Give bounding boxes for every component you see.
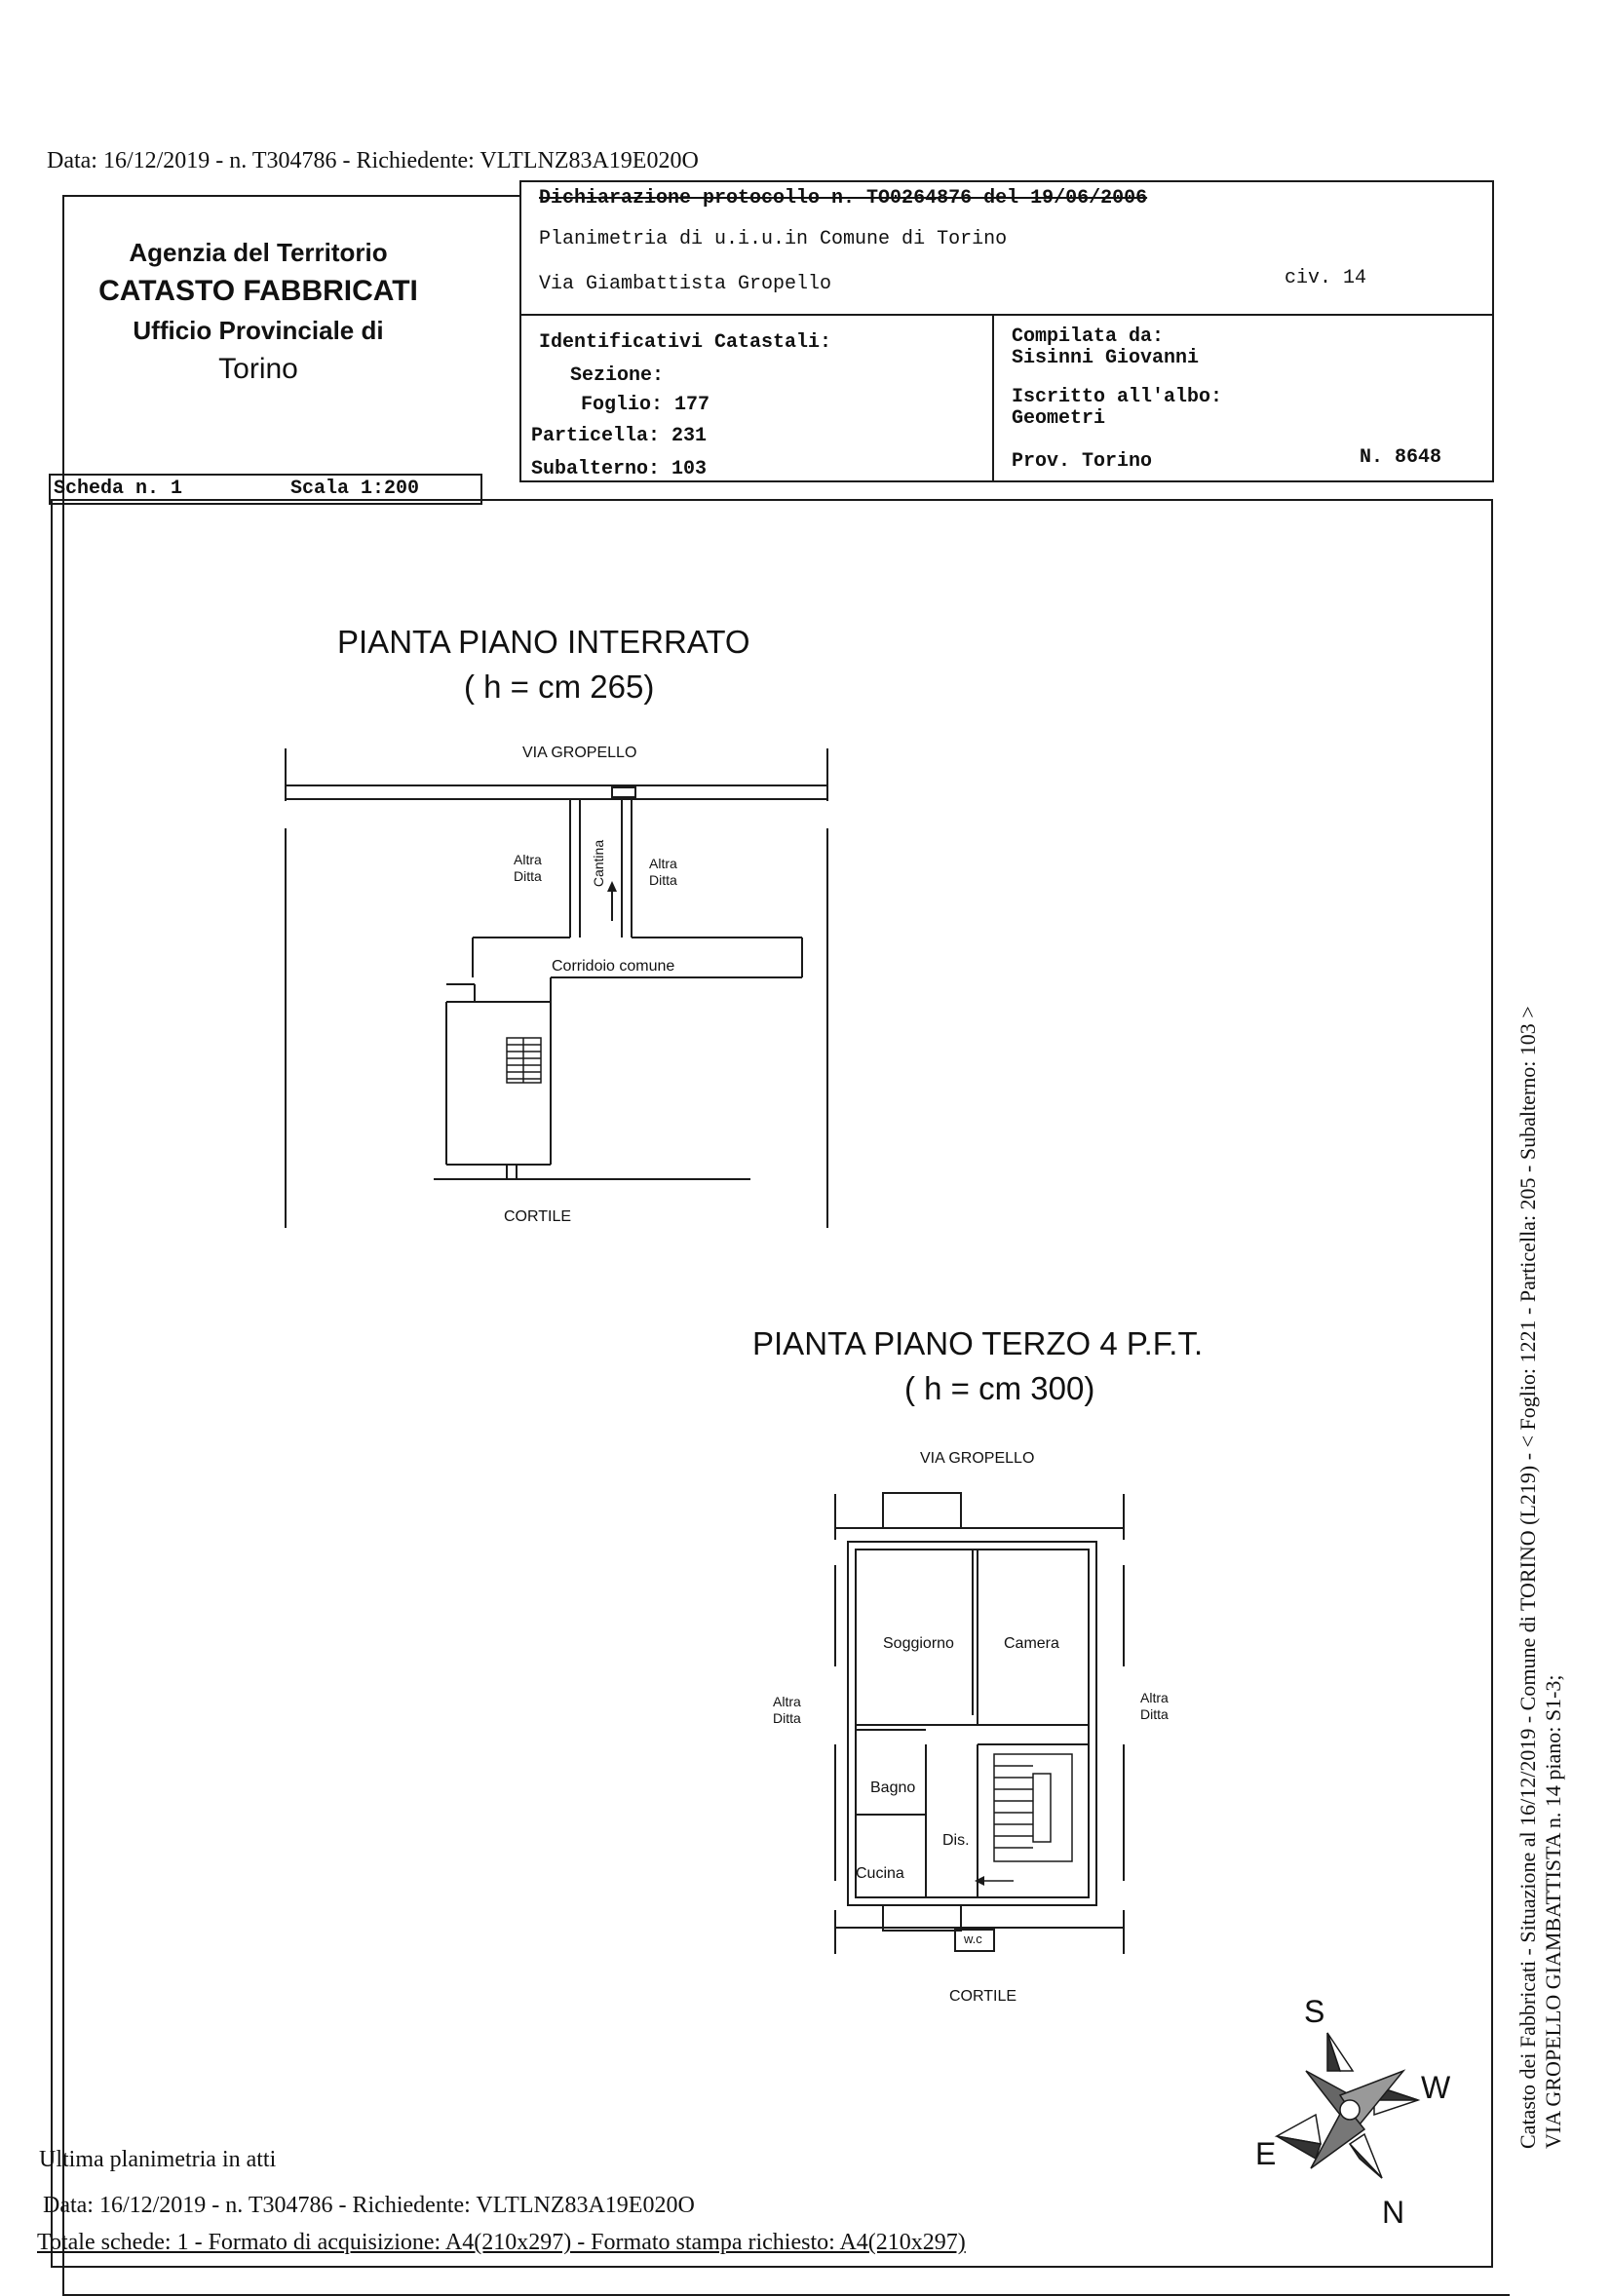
compass-n-label: N	[1382, 2195, 1405, 2230]
kitchen-label: Cucina	[856, 1865, 904, 1882]
basement-left-neighbor-line2: Ditta	[514, 868, 542, 884]
third-left-neighbor-line2: Ditta	[773, 1710, 801, 1726]
basement-courtyard-label: CORTILE	[504, 1208, 572, 1225]
third-right-neighbor-line1: Altra	[1140, 1690, 1169, 1705]
compiler-name: Sisinni Giovanni	[1012, 347, 1200, 369]
catasto-title: CATASTO FABBRICATI	[98, 275, 418, 307]
third-left-neighbor-line1: Altra	[773, 1694, 801, 1709]
catastali-title: Identificativi Catastali:	[539, 331, 832, 354]
compass-e-label: E	[1255, 2136, 1277, 2171]
province-label: Prov. Torino	[1012, 450, 1153, 473]
living-room-label: Soggiorno	[883, 1635, 954, 1652]
iscritto-label: Iscritto all'albo:	[1012, 386, 1223, 408]
hall-label: Dis.	[942, 1832, 970, 1849]
wc-label: w.c	[964, 1932, 982, 1946]
bathroom-label: Bagno	[870, 1779, 916, 1796]
sezione-label: Sezione:	[570, 364, 665, 387]
footer-totals-line: Totale schede: 1 - Formato di acquisizione: A4(210x297) - Formato stampa richiesto: A4(210x297)	[37, 2230, 966, 2255]
bedroom-label: Camera	[1004, 1635, 1059, 1652]
common-corridor-label: Corridoio comune	[552, 958, 675, 975]
scale-label: Scala 1:200	[290, 478, 420, 500]
compilata-label: Compilata da:	[1012, 325, 1165, 348]
last-plan-note: Ultima planimetria in atti	[39, 2147, 277, 2172]
iscritto-value: Geometri	[1012, 407, 1106, 430]
third-floor-plan-title: PIANTA PIANO TERZO 4 P.F.T.	[752, 1325, 1204, 1361]
basement-left-neighbor-line1: Altra	[514, 852, 542, 867]
third-courtyard-label: CORTILE	[949, 1988, 1017, 2005]
basement-right-neighbor-line1: Altra	[649, 856, 677, 871]
compass-w-label: W	[1421, 2070, 1451, 2105]
top-request-line: Data: 16/12/2019 - n. T304786 - Richiedente: VLTLNZ83A19E020O	[47, 148, 699, 173]
declaration-line: Dichiarazione protocollo n. TO0264876 del 19/06/2006	[539, 187, 1148, 210]
basement-plan-title: PIANTA PIANO INTERRATO	[337, 624, 750, 660]
side-registry-line1: Catasto dei Fabbricati - Situazione al 16/12/2019 - Comune di TORINO (L219) - < Foglio: 1221 - Particella: 205 - Subalterno: 103 >	[1515, 1006, 1540, 2149]
basement-street-label: VIA GROPELLO	[522, 745, 637, 761]
compass-s-label: S	[1304, 1994, 1325, 2029]
side-registry-line2: VIA GROPELLO GIAMBATTISTA n. 14 piano: S1-3;	[1541, 1674, 1565, 2149]
third-floor-street-label: VIA GROPELLO	[920, 1450, 1035, 1467]
footer-request-line: Data: 16/12/2019 - n. T304786 - Richiedente: VLTLNZ83A19E020O	[43, 2193, 695, 2218]
agency-name: Agenzia del Territorio	[129, 238, 388, 267]
basement-plan-height: ( h = cm 265)	[464, 669, 655, 705]
cellar-label: Cantina	[591, 839, 606, 888]
registration-number: N. 8648	[1360, 446, 1442, 469]
particella-value: Particella: 231	[531, 425, 708, 447]
subalterno-value: Subalterno: 103	[531, 458, 708, 480]
office-city: Torino	[218, 353, 298, 385]
civic-number: civ. 14	[1285, 267, 1367, 289]
address-line: Via Giambattista Gropello	[539, 273, 832, 295]
planimetria-line: Planimetria di u.i.u.in Comune di Torino	[539, 228, 1008, 250]
foglio-value: Foglio: 177	[581, 394, 710, 416]
office-label: Ufficio Provinciale di	[133, 316, 384, 345]
third-right-neighbor-line2: Ditta	[1140, 1706, 1169, 1722]
third-floor-plan-height: ( h = cm 300)	[904, 1370, 1095, 1406]
scheda-label: Scheda n. 1	[54, 478, 183, 500]
basement-right-neighbor-line2: Ditta	[649, 872, 677, 888]
side-registry-text	[1515, 716, 1566, 2149]
